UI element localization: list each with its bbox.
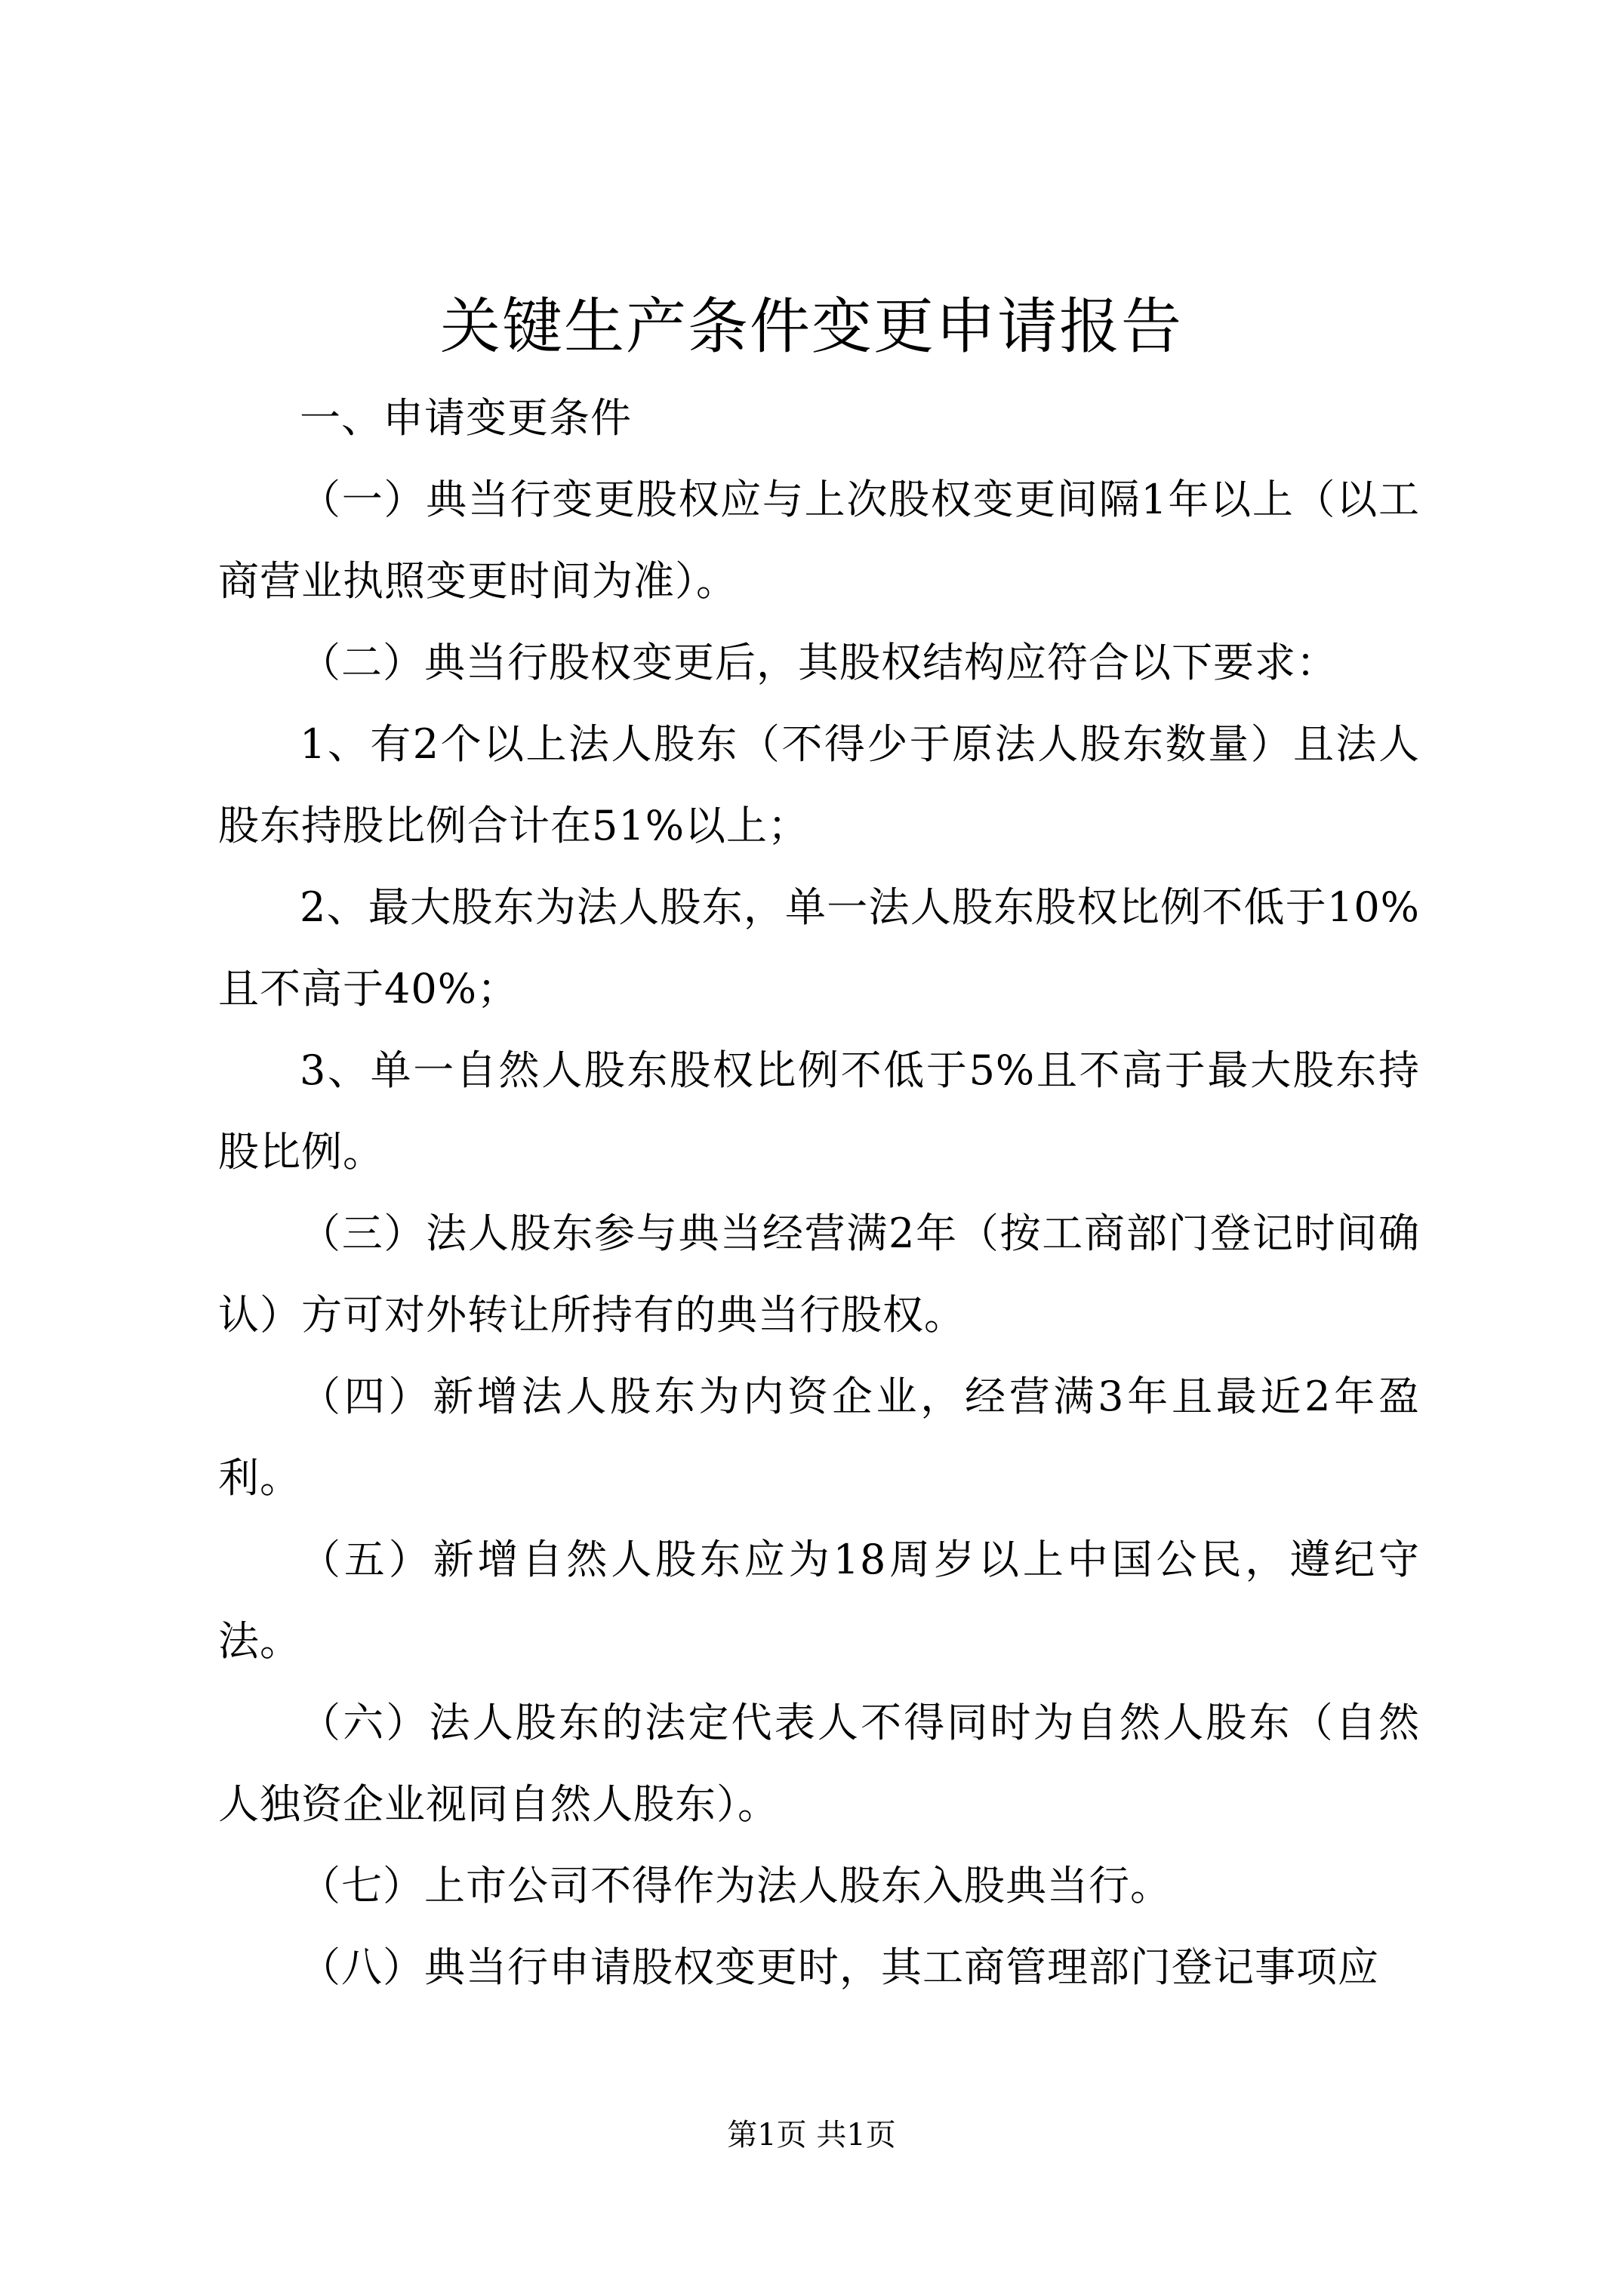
- paragraph-subitem-1: 1、有2个以上法人股东（不得少于原法人股东数量）且法人股东持股比例合计在51%以上；: [218, 720, 1420, 849]
- paragraph-section-heading: 一、申请变更条件: [300, 394, 632, 442]
- paragraph-item-3: （三）法人股东参与典当经营满2年（按工商部门登记时间确认）方可对外转让所持有的典当行股权。: [218, 1210, 1420, 1339]
- paragraph-item-1: （一）典当行变更股权应与上次股权变更间隔1年以上（以工商营业执照变更时间为准）。: [218, 476, 1420, 605]
- paragraph-item-7: （七）上市公司不得作为法人股东入股典当行。: [300, 1862, 1172, 1909]
- paragraph-item-6: （六）法人股东的法定代表人不得同时为自然人股东（自然人独资企业视同自然人股东）。: [218, 1699, 1420, 1828]
- paragraph-item-8: （八）典当行申请股权变更时，其工商管理部门登记事项应: [300, 1943, 1379, 1991]
- paragraph-item-4: （四）新增法人股东为内资企业，经营满3年且最近2年盈利。: [218, 1373, 1420, 1502]
- document-body: [218, 378, 1420, 2008]
- paragraph-item-5: （五）新增自然人股东应为18周岁以上中国公民，遵纪守法。: [218, 1536, 1420, 1665]
- paragraph-subitem-3: 3、单一自然人股东股权比例不低于5%且不高于最大股东持股比例。: [218, 1046, 1420, 1176]
- paragraph-subitem-2: 2、最大股东为法人股东，单一法人股东股权比例不低于10%且不高于40%；: [218, 883, 1420, 1012]
- document-title: 关键生产条件变更申请报告: [440, 291, 1183, 362]
- page-footer: 第1页 共1页: [727, 2118, 896, 2153]
- paragraph-item-2: （二）典当行股权变更后，其股权结构应符合以下要求：: [300, 639, 1338, 686]
